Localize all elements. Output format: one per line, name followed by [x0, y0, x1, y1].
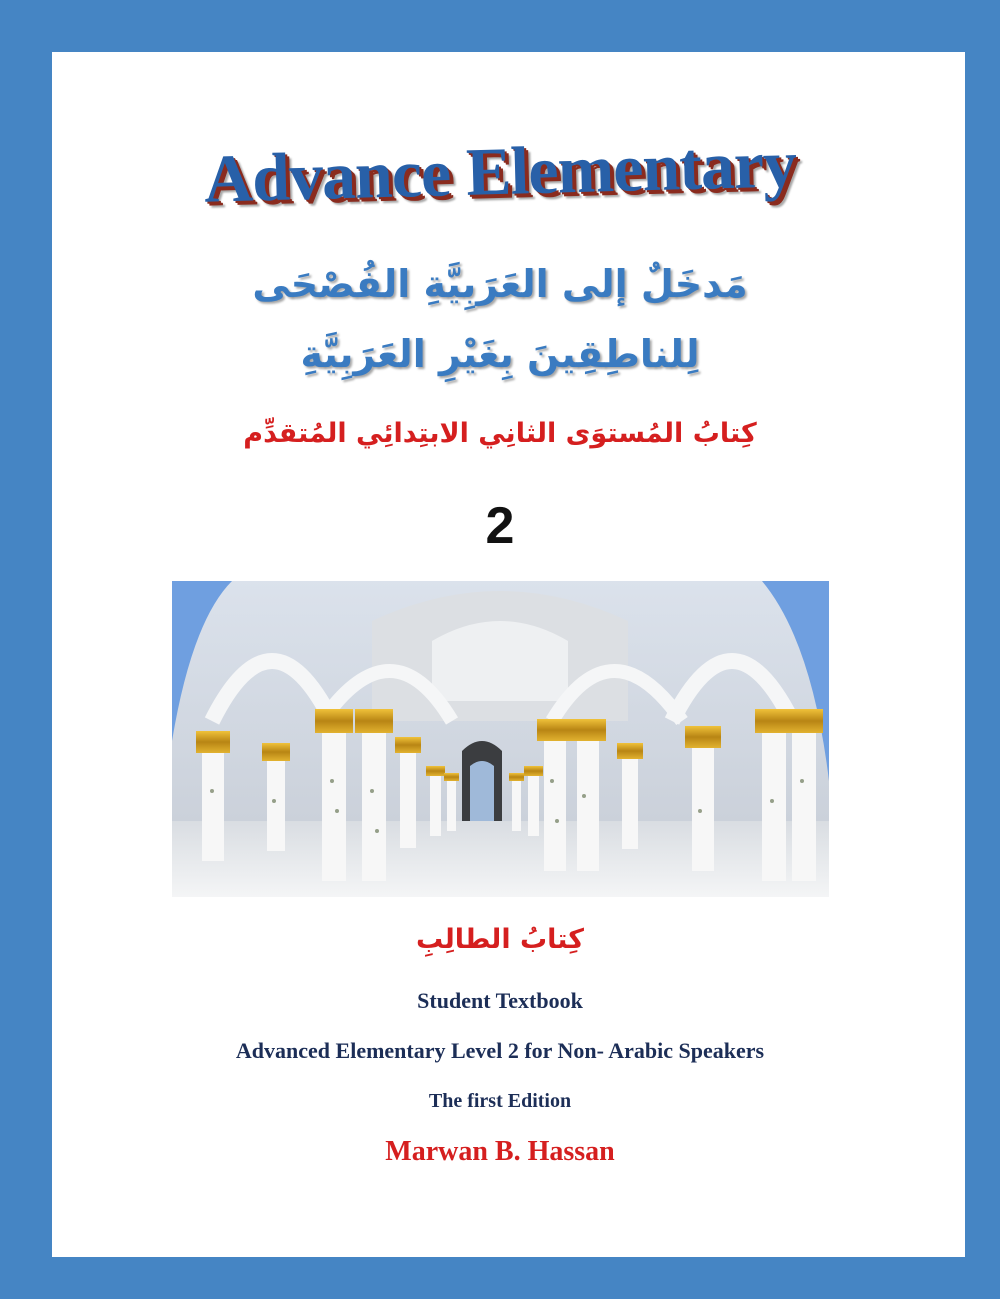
book-subtitle: Advanced Elementary Level 2 for Non- Arabic Speakers [235, 1038, 765, 1063]
book-type: Student Textbook [417, 988, 583, 1013]
arabic-title-line-2: لِلناطِقِينَ بِغَيْرِ العَرَبِيَّةِ [300, 332, 700, 376]
book-title: Advance Elementary [203, 125, 797, 217]
edition: The first Edition [428, 1090, 572, 1112]
mosque-colonnade-photo [172, 581, 829, 897]
volume-number: 2 [485, 497, 515, 555]
arabic-book-type: كِتابُ الطالِبِ [416, 924, 584, 955]
arabic-title-line-1: مَدخَلٌ إلى العَرَبِيَّةِ الفُصْحَى [252, 262, 748, 306]
arabic-level-line: كِتابُ المُستوَى الثانِي الابتِدائِي المُتقدِّم [243, 418, 757, 449]
author-name: Marwan B. Hassan [385, 1136, 615, 1167]
